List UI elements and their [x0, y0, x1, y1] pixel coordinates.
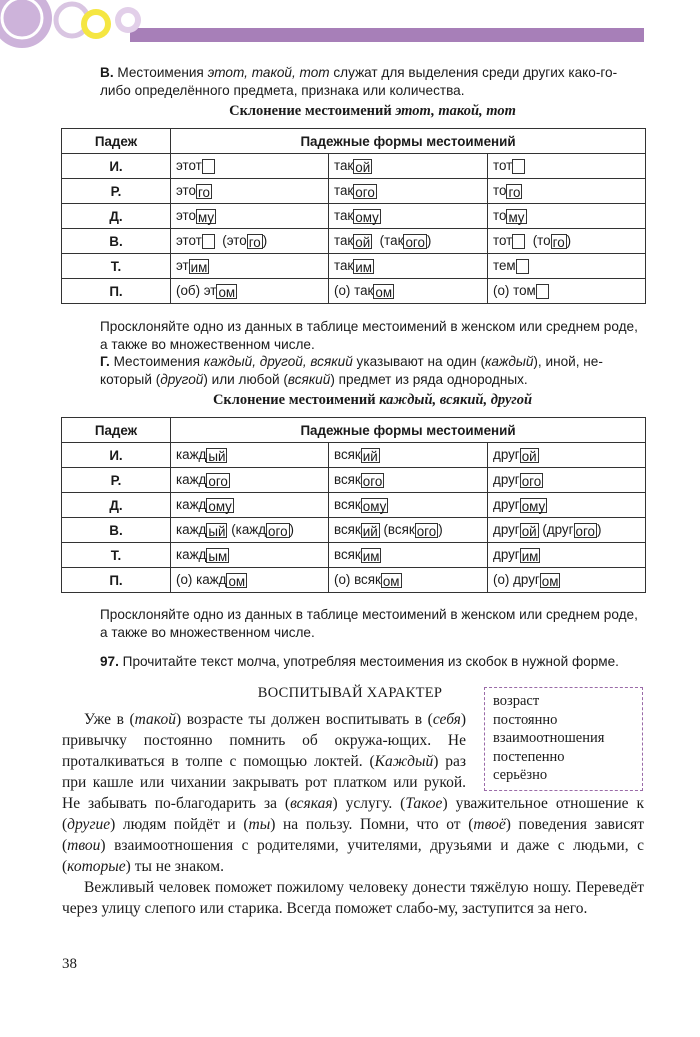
case-label: П. [62, 568, 171, 593]
vocab-word: постепенно [493, 748, 565, 765]
form-cell [329, 518, 488, 543]
stem-text: так [334, 158, 354, 174]
table-row [62, 204, 646, 229]
form-cell [329, 568, 488, 593]
stem-text: (кажд [227, 522, 267, 538]
float-spacer [466, 709, 644, 793]
vocab-word: серьёзно [493, 767, 548, 783]
ending-box: ого [575, 523, 595, 539]
story-pronoun: твоё [473, 816, 506, 833]
story-pronoun: другие [67, 816, 111, 833]
story-pronoun: себя [432, 711, 461, 728]
stem-text: ) [438, 522, 443, 538]
form-cell [171, 543, 329, 568]
story-text: ) поведения зависят ( [62, 816, 645, 854]
table-header-row [62, 129, 646, 154]
stem-text: это [176, 183, 196, 199]
text: Местоимения [109, 354, 204, 369]
caption-text: Склонение местоимений [229, 103, 396, 119]
form-cell [329, 468, 488, 493]
form-cell [329, 493, 488, 518]
stem-text: (друг [538, 522, 574, 538]
ending-box: го [248, 234, 261, 250]
form-cell [329, 279, 488, 304]
header-decoration [0, 0, 700, 60]
header-case: Падеж [62, 418, 171, 443]
ending-box [202, 159, 215, 174]
story-text: ) людям пойдёт и ( [110, 816, 249, 833]
story-pronoun: Такое [405, 795, 443, 812]
table-row [62, 468, 646, 493]
case-label: Р. [62, 468, 171, 493]
ending-box [202, 234, 215, 249]
story-pronoun: которые [67, 858, 126, 875]
form-cell [171, 254, 329, 279]
paragraph-g [100, 353, 645, 389]
stem-text: то [493, 208, 507, 224]
exercise-number: 97. [100, 654, 119, 669]
caption-text: Склонение местоимений [212, 392, 380, 408]
stem-text: кажд [176, 447, 207, 463]
stem-text: всяк [334, 447, 361, 463]
ending-box: ом [218, 284, 236, 300]
text: ), иной, не-который ( [100, 354, 603, 387]
form-cell [488, 468, 646, 493]
form-cell [488, 229, 646, 254]
table2-caption [100, 392, 645, 409]
stem-text: всяк [334, 497, 361, 513]
case-label: Д. [62, 493, 171, 518]
ending-box [516, 259, 529, 274]
vocab-word: возраст [493, 693, 540, 709]
ending-box: ой [521, 448, 537, 464]
ending-box: им [362, 548, 380, 564]
story-pronoun: твои [67, 837, 101, 854]
story-text: ) взаимоотношения с родителями, учителями, друзьями и даже с людьми, с ( [62, 837, 644, 875]
case-label: Р. [62, 179, 171, 204]
case-label: П. [62, 279, 171, 304]
form-cell [329, 154, 488, 179]
task-2 [100, 606, 645, 642]
stem-text: так [334, 233, 354, 249]
paragraph-v [100, 64, 645, 100]
ending-box: ого [362, 473, 383, 489]
ending-box: ого [355, 184, 375, 200]
vocab-word: постоянно [493, 711, 558, 728]
ending-box: ий [362, 523, 378, 539]
story-text: Уже в ( [84, 711, 135, 728]
stem-text: тот [493, 158, 513, 174]
caption-emphasis: каждый, всякий, другой [379, 392, 533, 408]
table-row [62, 179, 646, 204]
stem-text: этот [176, 158, 202, 174]
story-pronoun: такой [134, 711, 176, 728]
stem-text: этот [176, 233, 202, 249]
case-label: Д. [62, 204, 171, 229]
stem-text: (о) кажд [176, 572, 227, 588]
ending-box: ый [208, 448, 226, 464]
form-cell [171, 179, 329, 204]
form-cell [488, 518, 646, 543]
ending-box: ому [355, 209, 379, 225]
ending-box: ый [208, 523, 226, 539]
ending-box: го [508, 184, 521, 200]
text-emphasis: каждый, другой, всякий [203, 354, 353, 369]
task-text: Просклоняйте одно из данных в таблице местоимений в женском или среднем роде, а также во множественном числе. [100, 319, 638, 352]
declension-table-1 [61, 128, 646, 304]
ending-box: го [197, 184, 211, 200]
text: служат для выделения среди других како-го-либо определённого предмета, признака или количества. [100, 65, 618, 98]
stem-text: (о) всяк [334, 572, 381, 588]
form-cell [329, 229, 488, 254]
form-cell [329, 204, 488, 229]
text: ) предмет из ряда однородных. [330, 372, 528, 387]
case-label: Т. [62, 543, 171, 568]
text-emphasis: всякий [287, 372, 331, 387]
stem-text: (так [372, 233, 404, 249]
deco-circle-large [0, 0, 52, 48]
form-cell [488, 568, 646, 593]
deco-circle-yellow-inner [87, 15, 105, 33]
form-cell [171, 468, 329, 493]
table-row [62, 279, 646, 304]
case-label: В. [62, 229, 171, 254]
page-number: 38 [62, 956, 77, 972]
stem-text: ) [566, 233, 572, 249]
task-1 [100, 318, 645, 354]
ending-box: ой [521, 523, 537, 539]
deco-circle-pink-inner [121, 13, 135, 27]
stem-text: это [176, 208, 196, 224]
text: Местоимения [113, 65, 208, 80]
task-text: Просклоняйте одно из данных в таблице местоимений в женском или среднем роде, а также во множественном числе. [100, 607, 638, 640]
ending-box: ому [521, 498, 546, 514]
stem-text: всяк [334, 522, 361, 538]
story-text: ) привычку постоянно помнить об окружа-ющих. Не проталкиваться в толпе с помощью локтей. ( [62, 711, 466, 770]
story-text: ) услугу. ( [332, 795, 406, 812]
form-cell [488, 279, 646, 304]
header-forms: Падежные формы местоимений [171, 418, 646, 443]
text-emphasis: другой [160, 372, 204, 387]
form-cell [488, 543, 646, 568]
table-row [62, 518, 646, 543]
ending-box [536, 284, 549, 299]
form-cell [488, 254, 646, 279]
form-cell [329, 543, 488, 568]
stem-text: так [334, 183, 354, 199]
stem-text: так [334, 258, 354, 274]
case-label: И. [62, 154, 171, 179]
stem-text: друг [493, 472, 520, 488]
stem-text: (о) том [493, 283, 536, 299]
stem-text: кажд [176, 547, 207, 563]
story-text: ) ты не знаком. [125, 858, 224, 875]
ending-box: ого [268, 523, 288, 539]
form-cell [171, 229, 329, 254]
exercise-97 [100, 653, 645, 671]
ending-box: ому [362, 498, 387, 514]
ending-box [512, 234, 525, 249]
form-cell [329, 179, 488, 204]
ending-box: ого [405, 234, 425, 250]
stem-text: кажд [176, 522, 207, 538]
paragraph-letter: В. [100, 65, 114, 80]
text: ) или любой ( [203, 372, 288, 387]
stem-text: (о) друг [493, 572, 540, 588]
stem-text: всяк [334, 547, 361, 563]
case-label: В. [62, 518, 171, 543]
ending-box: ой [355, 159, 371, 175]
stem-text: всяк [334, 472, 361, 488]
text: указывают на один ( [352, 354, 485, 369]
ending-box: ом [382, 573, 400, 589]
stem-text: друг [493, 547, 520, 563]
ending-box: ом [228, 573, 246, 589]
stem-text: друг [493, 522, 520, 538]
form-cell [488, 154, 646, 179]
stem-text: ) [597, 522, 602, 538]
story-paragraph-2: Вежливый человек поможет пожилому человеку донести тяжёлую ношу. Переведёт через улицу слепого или старика. Всегда поможет слабо-му, заступится за него. [62, 879, 644, 917]
text-emphasis: каждый [484, 354, 534, 369]
table-row [62, 154, 646, 179]
stem-text: тем [493, 258, 516, 274]
header-band [130, 28, 644, 42]
ending-box: го [552, 234, 565, 250]
ending-box: му [197, 209, 215, 225]
stem-text: ) [426, 233, 432, 249]
table-row [62, 543, 646, 568]
exercise-text: Прочитайте текст молча, употребляя местоимения из скобок в нужной форме. [118, 654, 619, 669]
case-label: Т. [62, 254, 171, 279]
story-text: ) раз при кашле или чихании закрывать рот платком или рукой. Не забывать по-благодарить за ( [62, 753, 466, 812]
stem-text: эт [176, 258, 189, 274]
table1-caption [100, 103, 645, 120]
ending-box: ий [362, 448, 378, 464]
case-label: И. [62, 443, 171, 468]
form-cell [329, 443, 488, 468]
story-body [62, 709, 644, 919]
stem-text: (это [214, 233, 247, 249]
form-cell [171, 443, 329, 468]
header-case: Падеж [62, 129, 171, 154]
ending-box: ого [416, 523, 437, 539]
ending-box: им [355, 259, 372, 275]
declension-table-2 [61, 417, 646, 593]
ending-box [512, 159, 525, 174]
caption-emphasis: этот, такой, тот [395, 103, 516, 119]
paragraph-letter: Г. [100, 354, 110, 369]
stem-text: друг [493, 497, 520, 513]
stem-text: то [493, 183, 507, 199]
stem-text: друг [493, 447, 520, 463]
form-cell [171, 154, 329, 179]
ending-box: ому [208, 498, 232, 514]
story-text: ) на пользу. Помни, что от ( [270, 816, 474, 833]
ending-box: му [508, 209, 525, 225]
story-pronoun: всякая [290, 795, 333, 812]
table-row [62, 493, 646, 518]
stem-text: (о) так [334, 283, 374, 299]
story-pronoun: Каждый [374, 753, 434, 770]
form-cell [488, 204, 646, 229]
stem-text: ) [289, 522, 294, 538]
ending-box: ого [208, 473, 228, 489]
stem-text: (об) эт [176, 283, 217, 299]
ending-box: ым [208, 548, 228, 564]
form-cell [171, 279, 329, 304]
ending-box: им [190, 259, 208, 275]
stem-text: кажд [176, 497, 207, 513]
stem-text: кажд [176, 472, 207, 488]
table-row [62, 443, 646, 468]
form-cell [488, 493, 646, 518]
text-emphasis: этот, такой, тот [207, 65, 330, 80]
story-title: ВОСПИТЫВАЙ ХАРАКТЕР [257, 685, 443, 701]
ending-box: ой [355, 234, 371, 250]
form-cell [488, 179, 646, 204]
table-row [62, 568, 646, 593]
stem-text: (то [525, 233, 551, 249]
table-row [62, 254, 646, 279]
story-text: ) уважительное отношение к ( [62, 795, 644, 833]
header-forms: Падежные формы местоимений [171, 129, 646, 154]
ending-box: ом [375, 284, 393, 300]
form-cell [171, 204, 329, 229]
story-pronoun: ты [248, 816, 271, 833]
table-header-row [62, 418, 646, 443]
vocab-word: взаимоотношения [493, 730, 605, 746]
ending-box: ом [541, 573, 559, 589]
stem-text: ) [262, 233, 268, 249]
stem-text: тот [493, 233, 513, 249]
form-cell [329, 254, 488, 279]
ending-box: ого [521, 473, 542, 489]
story-text: ) возрасте ты должен воспитывать в ( [175, 711, 433, 728]
form-cell [171, 493, 329, 518]
form-cell [488, 443, 646, 468]
form-cell [171, 518, 329, 543]
form-cell [171, 568, 329, 593]
stem-text: так [334, 208, 354, 224]
ending-box: им [521, 548, 539, 564]
stem-text: (всяк [379, 522, 415, 538]
table-row [62, 229, 646, 254]
